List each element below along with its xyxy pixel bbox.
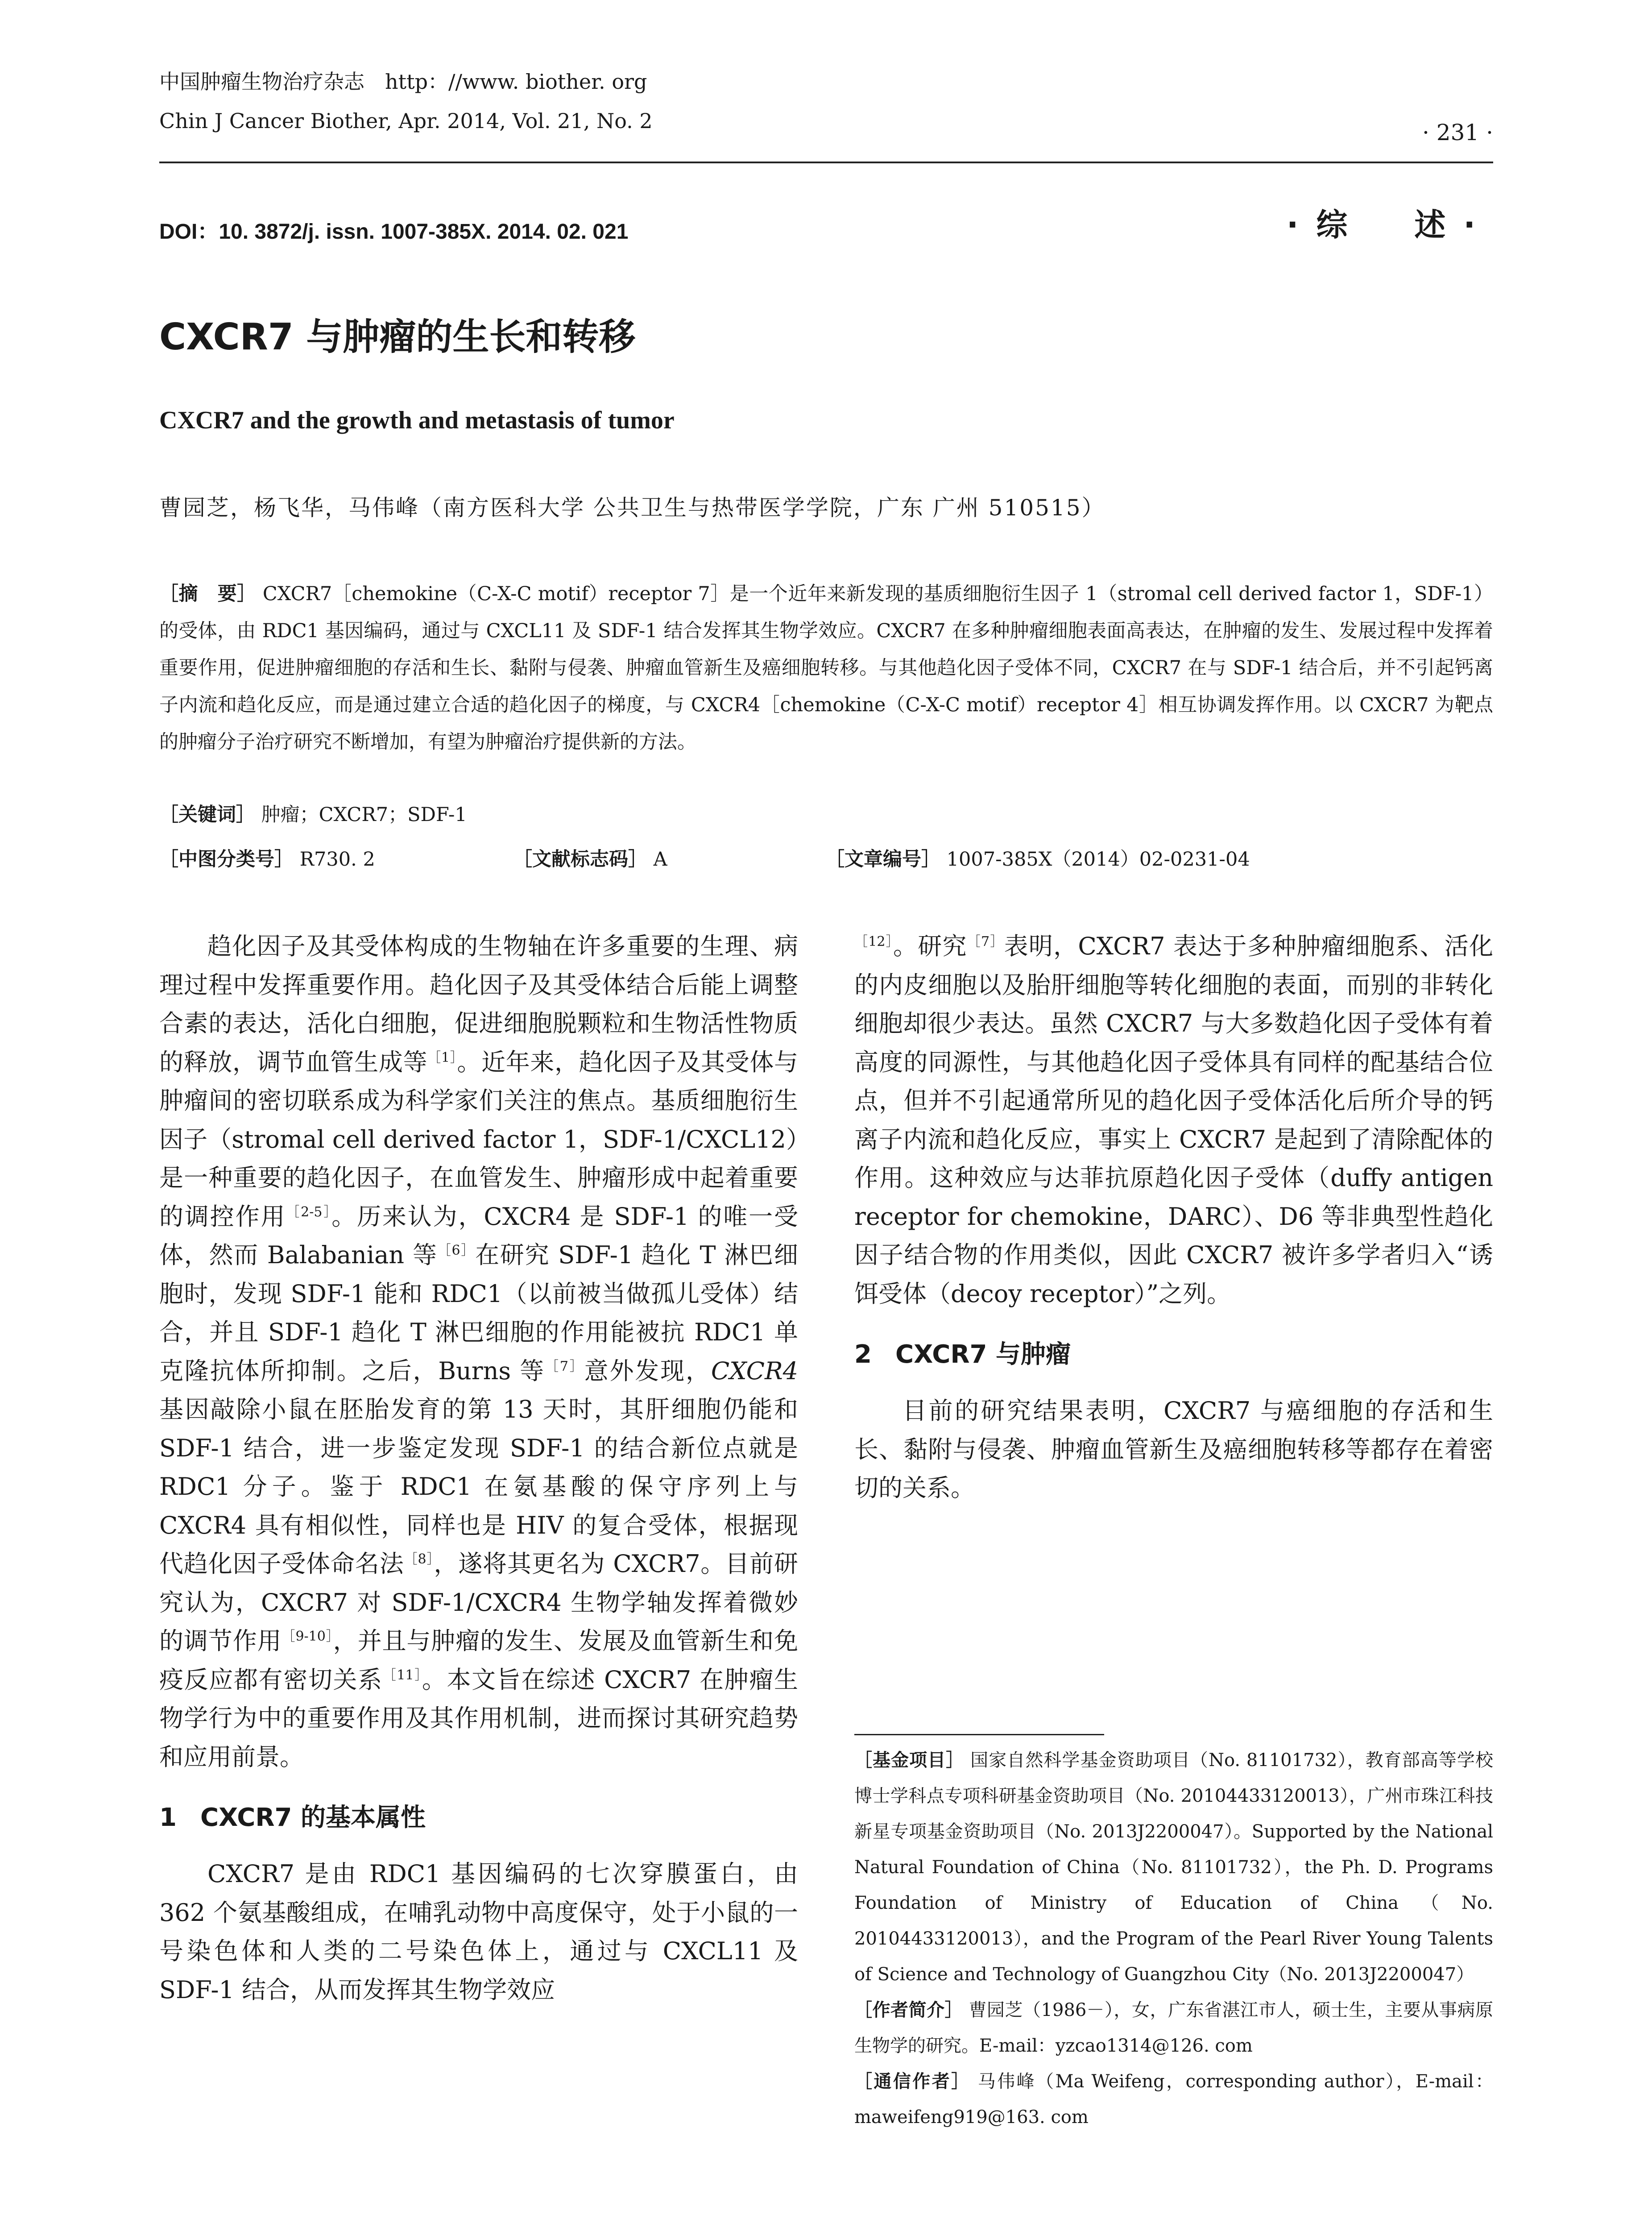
correspondence-note [854,2064,1493,2135]
section-heading-text: CXCR7 的基本属性 [200,1803,426,1832]
citation: ［12］ [854,934,893,950]
citation: ［1］ [427,1049,457,1066]
funding-note [854,1742,1493,1992]
article-title-cn: CXCR7 与肿瘤的生长和转移 [159,316,636,358]
abstract-label: ［摘 要］ [159,583,257,605]
intro-text-6: 基因敲除小鼠在胚胎发育的第 13 天时，其肝细胞仍能和 SDF-1 结合，进一步鉴定发现 SDF-1 的结合新位点就是 RDC1 分子。鉴于 RDC1 在氨基酸的保守序列上与 CXCR4 具有相似性，同样也是 HIV 的复合受体，根据现代趋化因子受体命名法 [159,1395,798,1578]
intro-text-7: ，遂将其更名为 CXCR7。目前研究认为，CXCR7 对 SDF-1/CXCR4 生物学轴发挥着微妙的调节作用 [159,1550,799,1655]
intro-text-2: 。近年来，趋化因子及其受体与肿瘤间的密切联系成为科学家们关注的焦点。基质细胞衍生因子（stromal cell derived factor 1，SDF-1/CXCL12）是一种重要的趋化因子，在血管发生、肿瘤形成中起着重要的调控作用 [159,1048,798,1231]
author-note [854,1992,1493,2064]
article-number-label: ［文章编号］ [825,848,940,871]
journal-title-cn: 中国肿瘤生物治疗杂志 http：//www. biother. org [159,70,647,94]
article-number-text: 1007-385X（2014）02-0231-04 [946,848,1250,871]
doc-code-label: ［文献标志码］ [513,848,647,871]
section-1-paragraph-cont [854,927,1493,1313]
section-1-text-1: CXCR7 是由 RDC1 基因编码的七次穿膜蛋白，由 362 个氨基酸组成，在哺乳动物中高度保守，处于小鼠的一号染色体和人类的二号染色体上，通过与 CXCL11 及 SDF-1 结合，从而发挥其生物学效应 [159,1860,798,2004]
section-2-paragraph [854,1392,1493,1508]
citation: ［9-10］ [282,1629,333,1644]
intro-text-8: ，并且与肿瘤的发生、发展及血管新生和免疫反应都有密切关系 [159,1627,799,1694]
section-number: 1 [159,1803,177,1832]
section-heading-2 [854,1335,1493,1374]
journal-citation-en: Chin J Cancer Biother, Apr. 2014, Vol. 21, No. 2 [159,109,653,133]
body-column-right [854,927,1493,1508]
citation: ［2-5］ [286,1204,332,1220]
citation: ［7］ [967,934,1004,950]
abstract [159,576,1493,761]
classification-label: ［中图分类号］ [159,848,294,871]
doi: DOI：10. 3872/j. issn. 1007-385X. 2014. 02. 021 [159,220,629,244]
section-heading-text: CXCR7 与肿瘤 [895,1340,1071,1369]
keywords-text: 肿瘤；CXCR7；SDF-1 [261,804,467,826]
body-column-left [159,927,798,2009]
citation: ［8］ [404,1551,434,1567]
doc-code-text: A [653,848,667,871]
correspondence-label: ［通信作者］ [854,2071,971,2092]
section-2-text: 目前的研究结果表明，CXCR7 与癌细胞的存活和生长、黏附与侵袭、肿瘤血管新生及癌细胞转移等都存在着密切的关系。 [854,1397,1493,1502]
section-heading-1 [159,1799,798,1837]
citation: ［11］ [382,1667,422,1683]
footnotes [854,1742,1493,2135]
intro-paragraph [159,927,798,1776]
intro-text-9: 。本文旨在综述 CXCR7 在肿瘤生物学行为中的重要作用及其作用机制，进而探讨其研究趋势和应用前景。 [159,1665,798,1771]
gene-name: CXCR4 [711,1356,799,1385]
section-1-text-2: 。研究 [893,932,967,960]
keywords-line [159,800,467,827]
abstract-text: CXCR7［chemokine（C-X-C motif）receptor 7］是一个近年来新发现的基质细胞衍生因子 1（stromal cell derived factor 1，SDF-1）的受体，由 RDC1 基因编码，通过与 CXCL11 及 SDF-1 结合发挥其生物学效应。CXCR7 在多种肿瘤细胞表面高表达，在肿瘤的发生、发展过程中发挥着重要作用，促进肿瘤细胞的存活和生长、黏附与侵袭、肿瘤血管新生及癌细胞转移。与其他趋化因子受体不同，CXCR7 在与 SDF-1 结合后，并不引起钙离子内流和趋化反应，而是通过建立合适的趋化因子的梯度，与 CXCR4［chemokine（C-X-C motif）receptor 4］相互协调发挥作用。以 CXCR7 为靶点的肿瘤分子治疗研究不断增加，有望为肿瘤治疗提供新的方法。 [159,583,1494,753]
section-label: ·综 述· [1286,207,1493,243]
funding-text: 国家自然科学基金资助项目（No. 81101732），教育部高等学校博士学科点专项科研基金资助项目（No. 20104433120013），广州市珠江科技新星专项基金资助项目（No. 2013J2200047）。Supported by the National Natural Foundation of China（No. 81101732），the Ph. D. Programs Foundation of Ministry of Education of China（No. 20104433120013），and the Program of the Pearl River Young Talents of Science and Technology of Guangzhou City（No. 2013J2200047） [854,1750,1493,1985]
correspondence-text: 马伟峰（Ma Weifeng，corresponding author），E-mail：maweifeng919@163. com [854,2071,1494,2127]
footnote-rule [854,1734,1104,1735]
citation: ［6］ [437,1243,476,1258]
article-number-line [825,844,1250,871]
section-number: 2 [854,1340,872,1369]
intro-text-1: 趋化因子及其受体构成的生物轴在许多重要的生理、病理过程中发挥重要作用。趋化因子及其受体结合后能上调整合素的表达，活化白细胞，促进细胞脱颗粒和生物活性物质的释放，调节血管生成等 [159,932,798,1076]
funding-label: ［基金项目］ [854,1750,965,1771]
section-1-text-3: 表明，CXCR7 表达于多种肿瘤细胞系、活化的内皮细胞以及胎肝细胞等转化细胞的表面，而别的非转化细胞却很少表达。虽然 CXCR7 与大多数趋化因子受体有着高度的同源性，与其他趋化因子受体具有同样的配基结合位点，但并不引起通常所见的趋化因子受体活化后所介导的钙离子内流和趋化反应，事实上 CXCR7 是起到了清除配体的作用。这种效应与达菲抗原趋化因子受体（duffy antigen receptor for chemokine，DARC）、D6 等非典型性趋化因子结合物的作用类似，因此 CXCR7 被许多学者归入“诱饵受体（decoy receptor）”之列。 [854,932,1494,1308]
intro-text-3: 。历来认为，CXCR4 是 SDF-1 的唯一受体，然而 Balabanian 等 [159,1202,798,1269]
classification-line [159,844,375,871]
citation: ［7］ [545,1358,584,1374]
doc-code-line [513,844,667,871]
keywords-label: ［关键词］ [159,804,255,826]
author-affiliation: 曹园芝，杨飞华，马伟峰（南方医科大学 公共卫生与热带医学学院，广东 广州 510515） [159,495,1105,521]
classification-text: R730. 2 [299,848,375,871]
author-label: ［作者简介］ [854,2000,963,2020]
section-1-paragraph-start [159,1855,798,2009]
intro-text-4: 在研究 SDF-1 趋化 T 淋巴细胞时，发现 SDF-1 能和 RDC1（以前被当做孤儿受体）结合，并且 SDF-1 趋化 T 淋巴细胞的作用能被抗 RDC1 单克隆抗体所抑制。之后，Burns 等 [159,1241,798,1385]
article-title-en: CXCR7 and the growth and metastasis of tumor [159,406,675,434]
page-number: · 231 · [1422,120,1493,145]
intro-text-5: 意外发现， [584,1356,711,1385]
header-rule [159,162,1493,163]
author-text: 曹园芝（1986－），女，广东省湛江市人，硕士生，主要从事病原生物学的研究。E-mail：yzcao1314@126. com [854,2000,1494,2056]
